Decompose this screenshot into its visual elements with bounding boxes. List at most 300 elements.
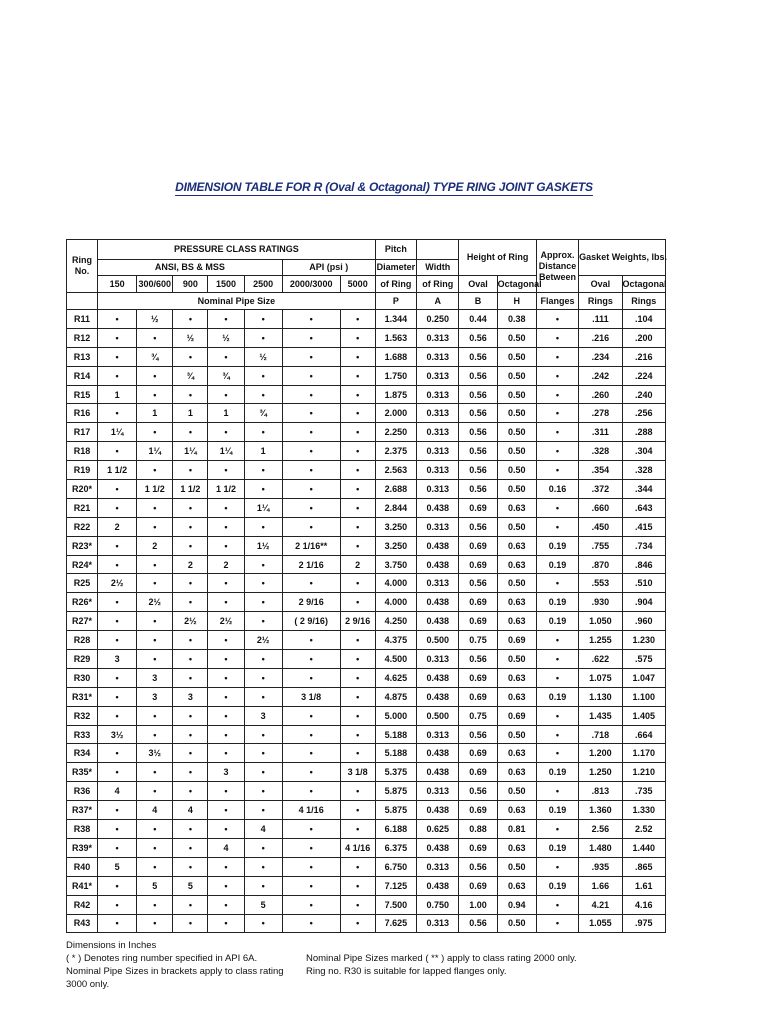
table-cell: 1.130: [579, 687, 622, 706]
ring-number-cell: R39*: [67, 838, 98, 857]
table-cell: •: [340, 498, 375, 517]
table-cell: •: [340, 442, 375, 461]
table-cell: 0.56: [459, 404, 497, 423]
header-between: Between: [539, 271, 577, 282]
table-cell: 0.438: [417, 801, 459, 820]
ring-number-cell: R32: [67, 706, 98, 725]
table-cell: •: [97, 404, 136, 423]
header-distance: Distance: [538, 260, 577, 271]
table-cell: •: [137, 763, 173, 782]
table-cell: •: [282, 744, 340, 763]
table-cell: ½: [244, 347, 282, 366]
table-cell: •: [536, 631, 578, 650]
table-cell: •: [340, 310, 375, 329]
table-row: [67, 820, 666, 839]
table-cell: .643: [622, 498, 665, 517]
ring-number-cell: R42: [67, 895, 98, 914]
table-cell: 0.50: [497, 857, 536, 876]
table-cell: •: [340, 574, 375, 593]
header-class-900: 900: [173, 276, 208, 293]
table-cell: 5.875: [375, 782, 416, 801]
table-cell: •: [208, 914, 244, 933]
notes-row-2: [66, 965, 577, 991]
table-cell: 0.313: [417, 442, 459, 461]
table-cell: •: [244, 385, 282, 404]
table-cell: 1.055: [579, 914, 622, 933]
table-cell: •: [244, 914, 282, 933]
table-cell: 0.50: [497, 423, 536, 442]
table-row: [67, 461, 666, 480]
header-class-5000: 5000: [340, 276, 375, 293]
table-cell: 0.69: [459, 668, 497, 687]
table-row: [67, 857, 666, 876]
table-cell: •: [536, 820, 578, 839]
table-cell: •: [536, 442, 578, 461]
table-cell: 0.63: [497, 763, 536, 782]
table-cell: 2 9/16: [282, 593, 340, 612]
table-cell: •: [536, 310, 578, 329]
table-cell: •: [340, 895, 375, 914]
table-cell: 0.63: [497, 876, 536, 895]
table-cell: 0.56: [459, 461, 497, 480]
header-nominal-pipe-size: Nominal Pipe Size: [97, 293, 375, 310]
table-cell: 0.625: [417, 820, 459, 839]
table-cell: 0.69: [459, 838, 497, 857]
table-cell: .735: [622, 782, 665, 801]
table-cell: •: [282, 876, 340, 895]
table-cell: .575: [622, 650, 665, 669]
table-cell: 0.69: [459, 687, 497, 706]
table-cell: .622: [579, 650, 622, 669]
table-cell: 0.56: [459, 366, 497, 385]
table-row: [67, 423, 666, 442]
table-cell: •: [244, 782, 282, 801]
table-cell: •: [173, 310, 208, 329]
table-cell: 0.438: [417, 876, 459, 895]
table-cell: •: [536, 423, 578, 442]
table-cell: 5.188: [375, 725, 416, 744]
table-cell: •: [208, 820, 244, 839]
table-cell: •: [173, 838, 208, 857]
table-cell: 2.844: [375, 498, 416, 517]
table-cell: 1: [244, 442, 282, 461]
header-width: [417, 240, 459, 260]
table-cell: 0.250: [417, 310, 459, 329]
table-cell: •: [536, 347, 578, 366]
table-cell: 1.230: [622, 631, 665, 650]
table-cell: 0.63: [497, 555, 536, 574]
table-cell: •: [282, 366, 340, 385]
table-cell: 2 1/16: [282, 555, 340, 574]
table-cell: .234: [579, 347, 622, 366]
table-cell: 5.875: [375, 801, 416, 820]
table-cell: 0.50: [497, 480, 536, 499]
ring-number-cell: R29: [67, 650, 98, 669]
table-cell: 1 1/2: [137, 480, 173, 499]
table-cell: 1.250: [579, 763, 622, 782]
table-cell: •: [282, 328, 340, 347]
table-cell: •: [340, 404, 375, 423]
table-cell: .450: [579, 517, 622, 536]
table-cell: •: [97, 612, 136, 631]
table-cell: •: [137, 725, 173, 744]
table-cell: •: [340, 593, 375, 612]
table-row: [67, 480, 666, 499]
table-cell: 3.250: [375, 536, 416, 555]
table-cell: 1.210: [622, 763, 665, 782]
table-cell: 0.69: [497, 706, 536, 725]
note-class2000: Nominal Pipe Sizes marked ( ** ) apply to class rating 2000 only.: [306, 953, 577, 964]
table-cell: •: [340, 820, 375, 839]
table-cell: 0.50: [497, 366, 536, 385]
table-cell: •: [208, 725, 244, 744]
table-cell: 1.330: [622, 801, 665, 820]
table-cell: •: [137, 612, 173, 631]
table-cell: 1: [208, 404, 244, 423]
table-cell: 0.63: [497, 668, 536, 687]
table-cell: 0.313: [417, 650, 459, 669]
table-cell: 0.56: [459, 725, 497, 744]
table-cell: •: [173, 423, 208, 442]
table-cell: 2 1/16**: [282, 536, 340, 555]
table-cell: •: [244, 876, 282, 895]
table-cell: •: [208, 631, 244, 650]
table-cell: 0.63: [497, 593, 536, 612]
table-cell: 0.438: [417, 593, 459, 612]
table-row: [67, 366, 666, 385]
table-row: [67, 404, 666, 423]
table-row: [67, 763, 666, 782]
table-cell: 0.50: [497, 347, 536, 366]
table-cell: •: [97, 328, 136, 347]
table-cell: •: [244, 517, 282, 536]
table-cell: 1.344: [375, 310, 416, 329]
table-row: [67, 536, 666, 555]
header-blank: [67, 293, 98, 310]
table-cell: •: [173, 668, 208, 687]
table-cell: 0.69: [459, 536, 497, 555]
table-cell: 3.250: [375, 517, 416, 536]
table-cell: •: [173, 857, 208, 876]
table-cell: 0.56: [459, 328, 497, 347]
table-row: [67, 914, 666, 933]
table-cell: 3: [97, 650, 136, 669]
ring-number-cell: R17: [67, 423, 98, 442]
table-cell: ¾: [137, 347, 173, 366]
table-cell: ¾: [208, 366, 244, 385]
header-gw-oval: Oval: [579, 276, 622, 293]
table-cell: 0.19: [536, 612, 578, 631]
ring-number-cell: R15: [67, 385, 98, 404]
table-row: [67, 498, 666, 517]
table-cell: 0.438: [417, 744, 459, 763]
table-cell: 0.438: [417, 838, 459, 857]
notes: [66, 939, 577, 991]
table-cell: •: [173, 517, 208, 536]
table-cell: .734: [622, 536, 665, 555]
header-oval: Oval: [459, 276, 497, 293]
table-cell: 0.63: [497, 498, 536, 517]
table-cell: 1.405: [622, 706, 665, 725]
table-cell: 0.313: [417, 914, 459, 933]
ring-number-cell: R38: [67, 820, 98, 839]
table-cell: 0.56: [459, 442, 497, 461]
table-cell: •: [340, 650, 375, 669]
table-cell: •: [340, 347, 375, 366]
table-cell: 2: [97, 517, 136, 536]
table-cell: .200: [622, 328, 665, 347]
table-cell: .256: [622, 404, 665, 423]
table-cell: 0.19: [536, 555, 578, 574]
table-cell: 0.313: [417, 517, 459, 536]
table-cell: 4: [244, 820, 282, 839]
table-cell: •: [137, 555, 173, 574]
table-cell: •: [173, 385, 208, 404]
table-cell: .904: [622, 593, 665, 612]
table-cell: •: [208, 650, 244, 669]
table-cell: •: [97, 310, 136, 329]
table-cell: •: [97, 668, 136, 687]
table-cell: 0.63: [497, 687, 536, 706]
table-cell: •: [244, 763, 282, 782]
table-cell: •: [137, 574, 173, 593]
table-cell: •: [536, 857, 578, 876]
table-cell: •: [173, 631, 208, 650]
table-cell: .224: [622, 366, 665, 385]
table-cell: 0.69: [459, 801, 497, 820]
table-cell: •: [173, 706, 208, 725]
table-cell: 5: [97, 857, 136, 876]
table-cell: .216: [622, 347, 665, 366]
table-cell: •: [173, 744, 208, 763]
table-cell: 4 1/16: [340, 838, 375, 857]
table-cell: •: [340, 631, 375, 650]
table-cell: •: [208, 895, 244, 914]
table-cell: •: [340, 668, 375, 687]
table-cell: •: [208, 593, 244, 612]
table-cell: 0.63: [497, 801, 536, 820]
table-cell: •: [282, 347, 340, 366]
table-cell: •: [208, 461, 244, 480]
table-cell: •: [97, 801, 136, 820]
table-cell: •: [208, 310, 244, 329]
table-cell: •: [97, 498, 136, 517]
ring-number-cell: R18: [67, 442, 98, 461]
table-cell: •: [97, 347, 136, 366]
table-cell: 0.44: [459, 310, 497, 329]
table-cell: .813: [579, 782, 622, 801]
table-cell: 4.375: [375, 631, 416, 650]
table-cell: 1.66: [579, 876, 622, 895]
table-cell: 1.255: [579, 631, 622, 650]
table-cell: .975: [622, 914, 665, 933]
table-cell: •: [536, 650, 578, 669]
table-row: [67, 744, 666, 763]
table-cell: •: [282, 763, 340, 782]
table-cell: •: [208, 385, 244, 404]
table-cell: •: [282, 404, 340, 423]
table-cell: •: [536, 725, 578, 744]
table-cell: •: [340, 480, 375, 499]
table-cell: 0.50: [497, 650, 536, 669]
table-cell: 3 1/8: [340, 763, 375, 782]
table-cell: 3: [137, 687, 173, 706]
header-class-2000-3000: 2000/3000: [282, 276, 340, 293]
table-row: [67, 668, 666, 687]
table-cell: •: [97, 593, 136, 612]
table-cell: 4 1/16: [282, 801, 340, 820]
table-cell: 2.56: [579, 820, 622, 839]
table-cell: 0.38: [497, 310, 536, 329]
table-cell: •: [282, 895, 340, 914]
table-cell: 6.750: [375, 857, 416, 876]
ring-number-cell: R24*: [67, 555, 98, 574]
table-cell: •: [282, 857, 340, 876]
table-cell: •: [340, 536, 375, 555]
table-cell: 1.075: [579, 668, 622, 687]
table-cell: •: [137, 650, 173, 669]
table-cell: 1¼: [173, 442, 208, 461]
table-cell: 0.50: [497, 517, 536, 536]
table-cell: .664: [622, 725, 665, 744]
table-cell: 0.69: [459, 555, 497, 574]
table-cell: 0.19: [536, 838, 578, 857]
table-cell: 0.63: [497, 838, 536, 857]
table-cell: .304: [622, 442, 665, 461]
table-cell: •: [137, 895, 173, 914]
ring-number-cell: R20*: [67, 480, 98, 499]
header-p: P: [375, 293, 416, 310]
table-cell: 2.000: [375, 404, 416, 423]
table-cell: 0.16: [536, 480, 578, 499]
ring-number-cell: R30: [67, 668, 98, 687]
table-cell: 3: [244, 706, 282, 725]
header-h: H: [497, 293, 536, 310]
table-cell: 3½: [137, 744, 173, 763]
table-cell: 4.16: [622, 895, 665, 914]
header-gasket-weights: Gasket Weights, lbs.: [579, 240, 666, 276]
table-cell: 0.313: [417, 857, 459, 876]
table-cell: •: [536, 404, 578, 423]
table-cell: 1: [97, 385, 136, 404]
table-cell: 1: [173, 404, 208, 423]
table-cell: 1.61: [622, 876, 665, 895]
table-cell: •: [97, 838, 136, 857]
table-row: [67, 725, 666, 744]
table-cell: 0.56: [459, 347, 497, 366]
table-cell: •: [173, 536, 208, 555]
table-cell: 0.56: [459, 574, 497, 593]
table-cell: •: [244, 574, 282, 593]
table-cell: 0.56: [459, 385, 497, 404]
ring-number-cell: R23*: [67, 536, 98, 555]
table-cell: •: [244, 423, 282, 442]
table-cell: 0.19: [536, 593, 578, 612]
table-cell: 0.75: [459, 631, 497, 650]
header-rings-oval: Rings: [579, 293, 622, 310]
table-cell: •: [340, 744, 375, 763]
table-cell: •: [244, 857, 282, 876]
table-cell: 1.00: [459, 895, 497, 914]
table-cell: 2½: [173, 612, 208, 631]
table-cell: 1.875: [375, 385, 416, 404]
table-cell: •: [137, 498, 173, 517]
table-cell: •: [208, 536, 244, 555]
table-cell: •: [282, 706, 340, 725]
ring-number-cell: R31*: [67, 687, 98, 706]
table-cell: .846: [622, 555, 665, 574]
table-cell: •: [282, 668, 340, 687]
table-cell: •: [536, 328, 578, 347]
table-cell: •: [208, 517, 244, 536]
table-cell: 2.375: [375, 442, 416, 461]
table-cell: .240: [622, 385, 665, 404]
table-cell: •: [173, 574, 208, 593]
table-cell: .104: [622, 310, 665, 329]
table-cell: 0.69: [459, 763, 497, 782]
table-cell: 0.19: [536, 687, 578, 706]
table-row: [67, 838, 666, 857]
table-cell: 0.50: [497, 725, 536, 744]
ring-number-cell: R26*: [67, 593, 98, 612]
table-cell: •: [244, 612, 282, 631]
table-cell: •: [340, 706, 375, 725]
table-cell: •: [137, 423, 173, 442]
table-cell: •: [244, 725, 282, 744]
table-cell: •: [137, 366, 173, 385]
table-cell: 0.88: [459, 820, 497, 839]
table-cell: ½: [208, 328, 244, 347]
table-cell: •: [97, 555, 136, 574]
table-cell: •: [97, 536, 136, 555]
table-cell: 0.50: [497, 328, 536, 347]
table-cell: 0.19: [536, 536, 578, 555]
table-cell: .111: [579, 310, 622, 329]
header-approx-distance: [536, 240, 578, 293]
ring-number-cell: R34: [67, 744, 98, 763]
ring-number-cell: R36: [67, 782, 98, 801]
table-cell: 2.250: [375, 423, 416, 442]
ring-number-cell: R41*: [67, 876, 98, 895]
table-cell: 0.56: [459, 650, 497, 669]
table-cell: •: [244, 838, 282, 857]
table-cell: •: [244, 555, 282, 574]
header-class-1500: 1500: [208, 276, 244, 293]
table-cell: .718: [579, 725, 622, 744]
header-flanges: Flanges: [536, 293, 578, 310]
table-cell: 7.125: [375, 876, 416, 895]
ring-number-cell: R22: [67, 517, 98, 536]
table-cell: 0.313: [417, 461, 459, 480]
table-cell: 1.750: [375, 366, 416, 385]
table-row: [67, 895, 666, 914]
table-cell: 2: [137, 536, 173, 555]
ring-number-cell: R37*: [67, 801, 98, 820]
table-cell: •: [137, 782, 173, 801]
header-height-of-ring: Height of Ring: [459, 240, 536, 276]
table-row: [67, 347, 666, 366]
table-cell: •: [244, 593, 282, 612]
table-cell: •: [282, 498, 340, 517]
table-cell: 0.438: [417, 555, 459, 574]
header-class-300-600: 300/600: [137, 276, 173, 293]
table-cell: •: [282, 574, 340, 593]
table-cell: .660: [579, 498, 622, 517]
ring-number-cell: R19: [67, 461, 98, 480]
table-cell: 2: [173, 555, 208, 574]
table-cell: •: [97, 876, 136, 895]
table-cell: 5: [173, 876, 208, 895]
